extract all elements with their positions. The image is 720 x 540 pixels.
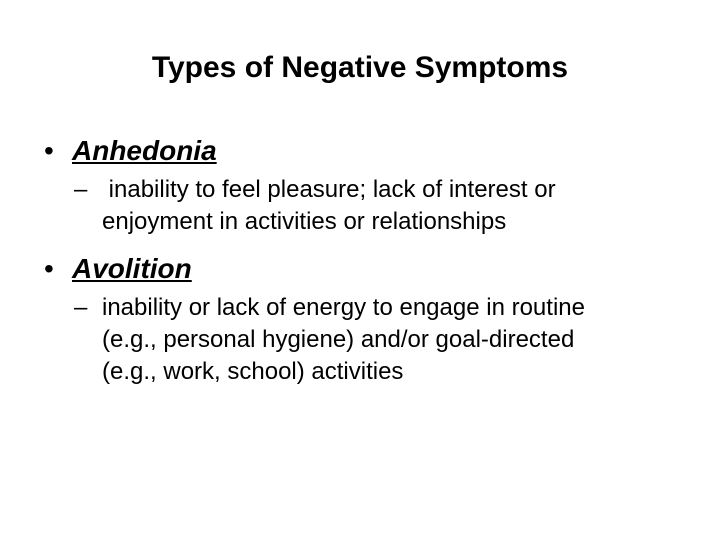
bullet-list	[44, 132, 694, 388]
bullet-avolition	[44, 250, 694, 288]
term-avolition: Avolition	[72, 253, 192, 284]
definition-line: enjoyment in activities or relationships	[102, 208, 507, 235]
definition-line: inability or lack of energy to engage in routine	[102, 294, 585, 321]
definition-line: (e.g., personal hygiene) and/or goal-directed	[102, 326, 575, 353]
bullet-anhedonia	[44, 132, 694, 170]
dash-marker: –	[74, 294, 88, 321]
bullet-marker: •	[44, 135, 54, 166]
term-anhedonia: Anhedonia	[72, 135, 217, 166]
definition-line: (e.g., work, school) activities	[102, 358, 404, 385]
bullet-marker: •	[44, 253, 54, 284]
slide-title: Types of Negative Symptoms	[151, 51, 569, 84]
definition-avolition	[44, 292, 694, 388]
dash-marker: –	[74, 176, 88, 203]
definition-line: inability to feel pleasure; lack of interest or	[102, 176, 556, 203]
definition-anhedonia	[44, 174, 694, 238]
